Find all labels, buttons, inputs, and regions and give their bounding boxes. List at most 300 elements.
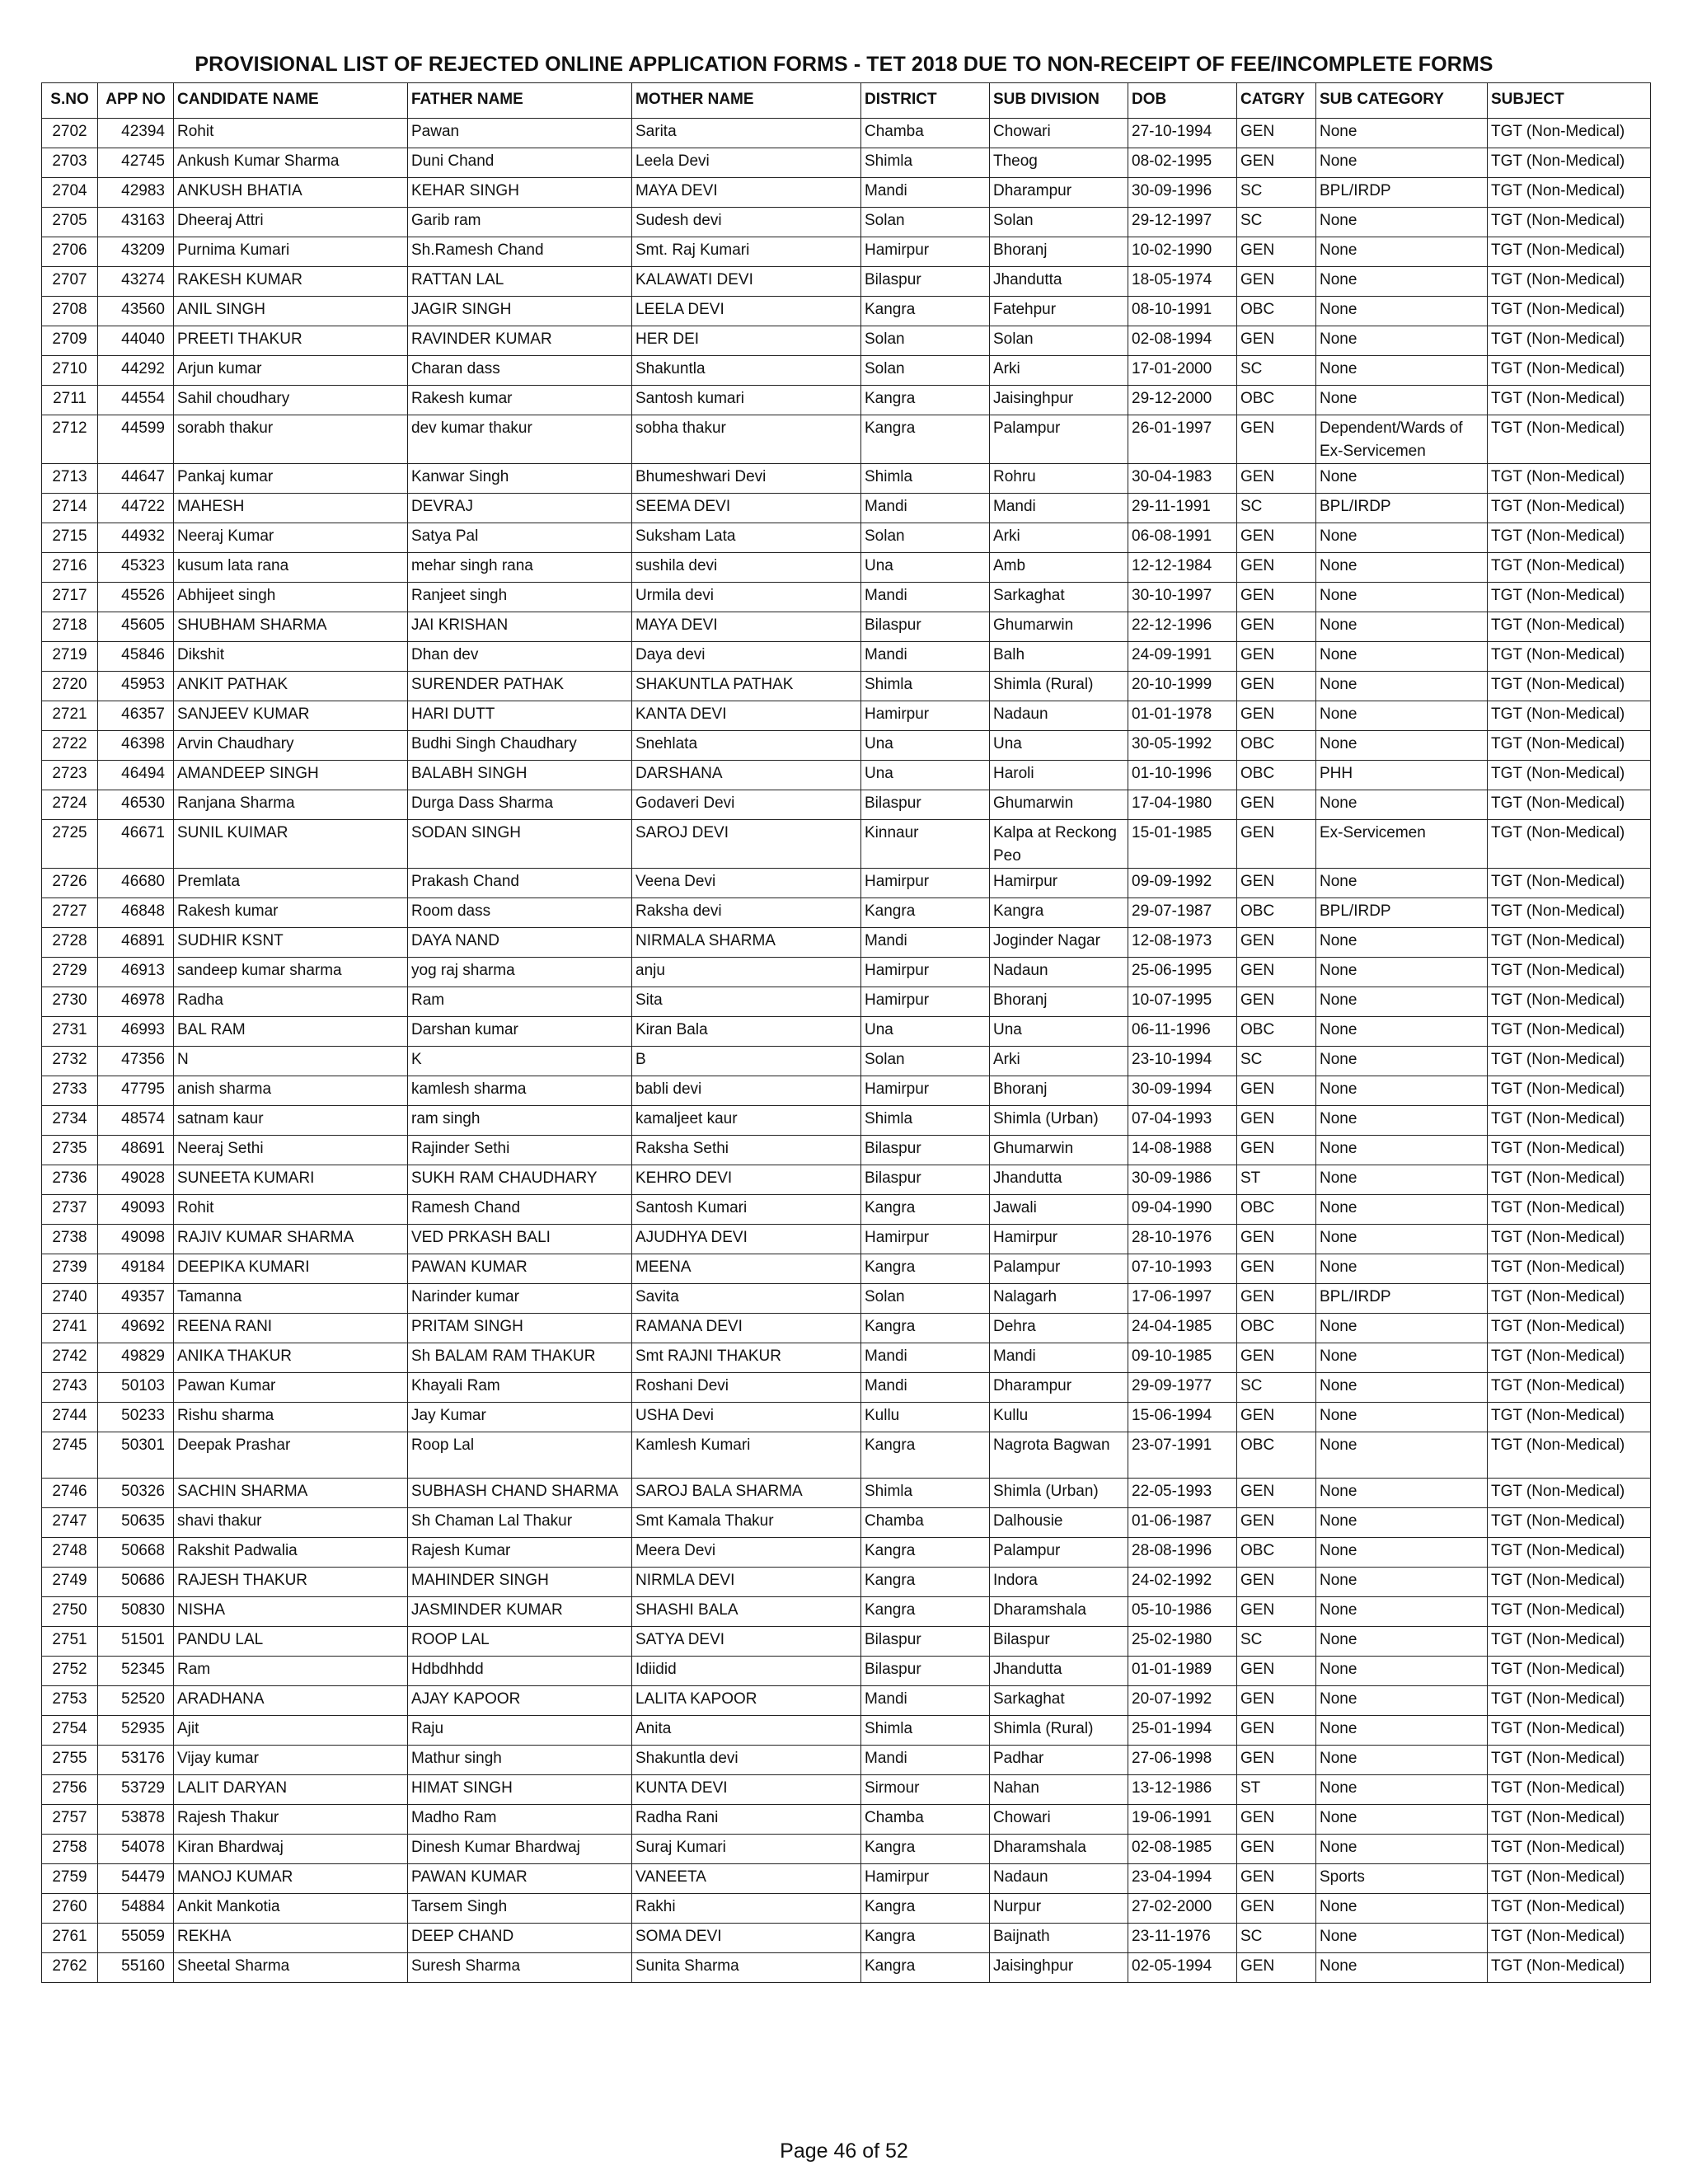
cell-father-name: mehar singh rana	[408, 553, 632, 583]
cell-mother-name: SATYA DEVI	[632, 1627, 861, 1657]
cell-sno: 2708	[42, 297, 98, 326]
cell-sub-division: Dalhousie	[990, 1508, 1128, 1538]
cell-mother-name: Sarita	[632, 119, 861, 148]
table-row	[42, 583, 1651, 612]
table-row	[42, 731, 1651, 761]
cell-app-no: 49692	[98, 1314, 174, 1343]
column-header-subject: SUBJECT	[1488, 83, 1651, 119]
cell-district: Una	[861, 1017, 990, 1047]
cell-mother-name: Suksham Lata	[632, 523, 861, 553]
cell-candidate-name: Rajesh Thakur	[174, 1805, 408, 1835]
cell-father-name: dev kumar thakur	[408, 415, 632, 464]
cell-mother-name: KALAWATI DEVI	[632, 267, 861, 297]
cell-sno: 2754	[42, 1716, 98, 1746]
cell-sub-division: Mandi	[990, 494, 1128, 523]
table-row	[42, 415, 1651, 464]
cell-app-no: 48574	[98, 1106, 174, 1136]
cell-dob: 27-06-1998	[1128, 1746, 1237, 1775]
cell-candidate-name: NISHA	[174, 1597, 408, 1627]
cell-sno: 2757	[42, 1805, 98, 1835]
cell-candidate-name: BAL RAM	[174, 1017, 408, 1047]
cell-sub-division: Ghumarwin	[990, 612, 1128, 642]
cell-sub-category: None	[1316, 1508, 1488, 1538]
cell-dob: 07-04-1993	[1128, 1106, 1237, 1136]
cell-father-name: Dinesh Kumar Bhardwaj	[408, 1835, 632, 1864]
cell-dob: 15-06-1994	[1128, 1403, 1237, 1432]
cell-district: Mandi	[861, 1746, 990, 1775]
cell-father-name: ram singh	[408, 1106, 632, 1136]
table-row	[42, 523, 1651, 553]
cell-mother-name: Sunita Sharma	[632, 1953, 861, 1983]
table-row	[42, 701, 1651, 731]
table-row	[42, 1106, 1651, 1136]
cell-district: Bilaspur	[861, 612, 990, 642]
cell-father-name: Garib ram	[408, 208, 632, 237]
cell-sub-division: Dharampur	[990, 178, 1128, 208]
cell-candidate-name: Dheeraj Attri	[174, 208, 408, 237]
cell-mother-name: Rakhi	[632, 1894, 861, 1924]
cell-sub-division: Mandi	[990, 1343, 1128, 1373]
cell-candidate-name: ANIL SINGH	[174, 297, 408, 326]
cell-category: GEN	[1237, 1864, 1316, 1894]
cell-sno: 2711	[42, 386, 98, 415]
cell-sub-division: Hamirpur	[990, 869, 1128, 898]
page-number: Page 46 of 52	[780, 2139, 908, 2163]
cell-app-no: 49829	[98, 1343, 174, 1373]
cell-mother-name: Smt RAJNI THAKUR	[632, 1343, 861, 1373]
cell-category: SC	[1237, 208, 1316, 237]
cell-candidate-name: SUNIL KUIMAR	[174, 820, 408, 869]
table-row	[42, 1254, 1651, 1284]
cell-dob: 12-08-1973	[1128, 928, 1237, 958]
cell-father-name: Budhi Singh Chaudhary	[408, 731, 632, 761]
cell-sno: 2728	[42, 928, 98, 958]
cell-subject: TGT (Non-Medical)	[1488, 464, 1651, 494]
cell-sub-division: Una	[990, 1017, 1128, 1047]
cell-candidate-name: Premlata	[174, 869, 408, 898]
cell-sub-category: None	[1316, 1106, 1488, 1136]
cell-subject: TGT (Non-Medical)	[1488, 1047, 1651, 1076]
cell-sno: 2720	[42, 672, 98, 701]
cell-mother-name: anju	[632, 958, 861, 987]
cell-sno: 2702	[42, 119, 98, 148]
cell-category: GEN	[1237, 1284, 1316, 1314]
table-row	[42, 267, 1651, 297]
cell-mother-name: Raksha Sethi	[632, 1136, 861, 1165]
cell-candidate-name: ANKUSH BHATIA	[174, 178, 408, 208]
cell-district: Kangra	[861, 1254, 990, 1284]
cell-mother-name: Suraj Kumari	[632, 1835, 861, 1864]
cell-sub-category: None	[1316, 1894, 1488, 1924]
cell-candidate-name: PANDU LAL	[174, 1627, 408, 1657]
cell-district: Shimla	[861, 1716, 990, 1746]
cell-category: GEN	[1237, 237, 1316, 267]
cell-sub-category: None	[1316, 1716, 1488, 1746]
cell-sno: 2751	[42, 1627, 98, 1657]
cell-mother-name: HER DEI	[632, 326, 861, 356]
cell-dob: 14-08-1988	[1128, 1136, 1237, 1165]
cell-sub-division: Haroli	[990, 761, 1128, 790]
cell-dob: 02-05-1994	[1128, 1953, 1237, 1983]
cell-subject: TGT (Non-Medical)	[1488, 1314, 1651, 1343]
cell-app-no: 44932	[98, 523, 174, 553]
cell-candidate-name: Rohit	[174, 1195, 408, 1225]
cell-father-name: SURENDER PATHAK	[408, 672, 632, 701]
table-row	[42, 1432, 1651, 1479]
cell-app-no: 47795	[98, 1076, 174, 1106]
cell-dob: 28-10-1976	[1128, 1225, 1237, 1254]
cell-category: GEN	[1237, 1953, 1316, 1983]
cell-sub-category: None	[1316, 1254, 1488, 1284]
cell-dob: 24-02-1992	[1128, 1568, 1237, 1597]
cell-sub-category: None	[1316, 790, 1488, 820]
cell-candidate-name: satnam kaur	[174, 1106, 408, 1136]
cell-app-no: 44040	[98, 326, 174, 356]
cell-app-no: 46978	[98, 987, 174, 1017]
cell-sub-category: None	[1316, 1627, 1488, 1657]
cell-candidate-name: Ankit Mankotia	[174, 1894, 408, 1924]
cell-father-name: Rakesh kumar	[408, 386, 632, 415]
cell-subject: TGT (Non-Medical)	[1488, 701, 1651, 731]
cell-dob: 02-08-1985	[1128, 1835, 1237, 1864]
cell-category: GEN	[1237, 1835, 1316, 1864]
cell-app-no: 46891	[98, 928, 174, 958]
cell-candidate-name: Sahil choudhary	[174, 386, 408, 415]
cell-dob: 09-10-1985	[1128, 1343, 1237, 1373]
cell-district: Mandi	[861, 1686, 990, 1716]
cell-subject: TGT (Non-Medical)	[1488, 869, 1651, 898]
cell-sub-category: None	[1316, 731, 1488, 761]
cell-category: GEN	[1237, 1657, 1316, 1686]
cell-father-name: PAWAN KUMAR	[408, 1254, 632, 1284]
cell-sno: 2761	[42, 1924, 98, 1953]
cell-sno: 2731	[42, 1017, 98, 1047]
cell-dob: 27-10-1994	[1128, 119, 1237, 148]
cell-category: GEN	[1237, 464, 1316, 494]
cell-app-no: 54078	[98, 1835, 174, 1864]
cell-category: GEN	[1237, 1805, 1316, 1835]
cell-father-name: Sh Chaman Lal Thakur	[408, 1508, 632, 1538]
cell-app-no: 52345	[98, 1657, 174, 1686]
cell-dob: 20-07-1992	[1128, 1686, 1237, 1716]
cell-mother-name: LALITA KAPOOR	[632, 1686, 861, 1716]
cell-mother-name: SHAKUNTLA PATHAK	[632, 672, 861, 701]
cell-subject: TGT (Non-Medical)	[1488, 1864, 1651, 1894]
cell-dob: 17-01-2000	[1128, 356, 1237, 386]
cell-category: GEN	[1237, 1076, 1316, 1106]
cell-father-name: Roop Lal	[408, 1432, 632, 1479]
cell-app-no: 50830	[98, 1597, 174, 1627]
cell-subject: TGT (Non-Medical)	[1488, 415, 1651, 464]
cell-mother-name: NIRMALA SHARMA	[632, 928, 861, 958]
cell-father-name: Madho Ram	[408, 1805, 632, 1835]
cell-sub-category: None	[1316, 1775, 1488, 1805]
cell-subject: TGT (Non-Medical)	[1488, 1924, 1651, 1953]
cell-mother-name: AJUDHYA DEVI	[632, 1225, 861, 1254]
cell-category: SC	[1237, 356, 1316, 386]
table-row	[42, 494, 1651, 523]
cell-sub-division: Shimla (Urban)	[990, 1479, 1128, 1508]
cell-dob: 09-04-1990	[1128, 1195, 1237, 1225]
cell-mother-name: Savita	[632, 1284, 861, 1314]
cell-sub-category: None	[1316, 1432, 1488, 1479]
cell-district: Kangra	[861, 1924, 990, 1953]
cell-candidate-name: Dikshit	[174, 642, 408, 672]
cell-district: Mandi	[861, 928, 990, 958]
cell-sub-category: None	[1316, 1195, 1488, 1225]
table-row	[42, 553, 1651, 583]
cell-subject: TGT (Non-Medical)	[1488, 790, 1651, 820]
cell-sno: 2740	[42, 1284, 98, 1314]
cell-district: Chamba	[861, 119, 990, 148]
cell-father-name: Ramesh Chand	[408, 1195, 632, 1225]
cell-subject: TGT (Non-Medical)	[1488, 987, 1651, 1017]
cell-sub-category: None	[1316, 1746, 1488, 1775]
table-row	[42, 1136, 1651, 1165]
cell-mother-name: babli devi	[632, 1076, 861, 1106]
table-row	[42, 761, 1651, 790]
cell-dob: 19-06-1991	[1128, 1805, 1237, 1835]
cell-sub-category: None	[1316, 297, 1488, 326]
cell-district: Sirmour	[861, 1775, 990, 1805]
cell-subject: TGT (Non-Medical)	[1488, 494, 1651, 523]
cell-district: Bilaspur	[861, 1165, 990, 1195]
cell-mother-name: Smt. Raj Kumari	[632, 237, 861, 267]
cell-sub-division: Palampur	[990, 1538, 1128, 1568]
cell-category: OBC	[1237, 731, 1316, 761]
cell-category: SC	[1237, 178, 1316, 208]
cell-app-no: 52520	[98, 1686, 174, 1716]
cell-sub-category: None	[1316, 1479, 1488, 1508]
cell-district: Mandi	[861, 494, 990, 523]
cell-app-no: 55059	[98, 1924, 174, 1953]
cell-district: Solan	[861, 1047, 990, 1076]
cell-category: GEN	[1237, 820, 1316, 869]
cell-sub-division: Bhoranj	[990, 1076, 1128, 1106]
cell-sub-division: Dharamshala	[990, 1835, 1128, 1864]
cell-candidate-name: Rakshit Padwalia	[174, 1538, 408, 1568]
cell-sno: 2715	[42, 523, 98, 553]
cell-sub-division: Dharampur	[990, 1373, 1128, 1403]
cell-father-name: Jay Kumar	[408, 1403, 632, 1432]
cell-candidate-name: N	[174, 1047, 408, 1076]
cell-district: Hamirpur	[861, 1864, 990, 1894]
cell-subject: TGT (Non-Medical)	[1488, 642, 1651, 672]
cell-category: GEN	[1237, 523, 1316, 553]
cell-sub-category: None	[1316, 326, 1488, 356]
cell-app-no: 46848	[98, 898, 174, 928]
table-row	[42, 642, 1651, 672]
cell-dob: 01-01-1989	[1128, 1657, 1237, 1686]
cell-category: GEN	[1237, 1343, 1316, 1373]
cell-mother-name: Shakuntla	[632, 356, 861, 386]
cell-father-name: Durga Dass Sharma	[408, 790, 632, 820]
cell-sno: 2710	[42, 356, 98, 386]
cell-mother-name: SAROJ DEVI	[632, 820, 861, 869]
cell-sub-division: Dharamshala	[990, 1597, 1128, 1627]
cell-dob: 23-10-1994	[1128, 1047, 1237, 1076]
cell-app-no: 44554	[98, 386, 174, 415]
column-header-category: CATGRY	[1237, 83, 1316, 119]
cell-app-no: 52935	[98, 1716, 174, 1746]
cell-mother-name: sobha thakur	[632, 415, 861, 464]
table-row	[42, 1568, 1651, 1597]
cell-candidate-name: Pankaj kumar	[174, 464, 408, 494]
cell-sub-category: None	[1316, 1403, 1488, 1432]
cell-subject: TGT (Non-Medical)	[1488, 178, 1651, 208]
cell-sub-category: None	[1316, 1136, 1488, 1165]
cell-mother-name: Snehlata	[632, 731, 861, 761]
cell-category: GEN	[1237, 148, 1316, 178]
cell-father-name: ROOP LAL	[408, 1627, 632, 1657]
cell-candidate-name: ANIKA THAKUR	[174, 1343, 408, 1373]
cell-sub-division: Rohru	[990, 464, 1128, 494]
cell-sub-division: Solan	[990, 208, 1128, 237]
cell-father-name: SODAN SINGH	[408, 820, 632, 869]
column-header-sub-category: SUB CATEGORY	[1316, 83, 1488, 119]
cell-sub-division: Nadaun	[990, 701, 1128, 731]
cell-district: Bilaspur	[861, 267, 990, 297]
cell-candidate-name: Radha	[174, 987, 408, 1017]
table-row	[42, 898, 1651, 928]
cell-app-no: 54884	[98, 1894, 174, 1924]
cell-candidate-name: Ankush Kumar Sharma	[174, 148, 408, 178]
cell-category: GEN	[1237, 1508, 1316, 1538]
cell-district: Hamirpur	[861, 869, 990, 898]
table-header-row	[42, 83, 1651, 119]
cell-candidate-name: Ajit	[174, 1716, 408, 1746]
table-row	[42, 1225, 1651, 1254]
cell-sub-division: Joginder Nagar	[990, 928, 1128, 958]
table-row	[42, 119, 1651, 148]
cell-category: SC	[1237, 1924, 1316, 1953]
cell-district: Solan	[861, 1284, 990, 1314]
cell-district: Shimla	[861, 672, 990, 701]
cell-sub-division: Ghumarwin	[990, 790, 1128, 820]
cell-sub-category: None	[1316, 356, 1488, 386]
cell-sno: 2755	[42, 1746, 98, 1775]
cell-category: GEN	[1237, 987, 1316, 1017]
cell-subject: TGT (Non-Medical)	[1488, 928, 1651, 958]
cell-mother-name: LEELA DEVI	[632, 297, 861, 326]
cell-father-name: yog raj sharma	[408, 958, 632, 987]
cell-subject: TGT (Non-Medical)	[1488, 208, 1651, 237]
cell-district: Solan	[861, 356, 990, 386]
cell-subject: TGT (Non-Medical)	[1488, 553, 1651, 583]
cell-subject: TGT (Non-Medical)	[1488, 1568, 1651, 1597]
cell-category: GEN	[1237, 1686, 1316, 1716]
cell-candidate-name: shavi thakur	[174, 1508, 408, 1538]
cell-mother-name: MAYA DEVI	[632, 178, 861, 208]
cell-sno: 2707	[42, 267, 98, 297]
cell-sub-category: None	[1316, 1953, 1488, 1983]
cell-district: Shimla	[861, 464, 990, 494]
cell-district: Bilaspur	[861, 1136, 990, 1165]
cell-district: Hamirpur	[861, 958, 990, 987]
table-row	[42, 928, 1651, 958]
cell-subject: TGT (Non-Medical)	[1488, 1076, 1651, 1106]
cell-candidate-name: Abhijeet singh	[174, 583, 408, 612]
cell-candidate-name: SUNEETA KUMARI	[174, 1165, 408, 1195]
cell-candidate-name: Vijay kumar	[174, 1746, 408, 1775]
table-row	[42, 1403, 1651, 1432]
cell-sub-category: None	[1316, 1017, 1488, 1047]
cell-app-no: 50103	[98, 1373, 174, 1403]
cell-sno: 2705	[42, 208, 98, 237]
cell-candidate-name: Rakesh kumar	[174, 898, 408, 928]
cell-sno: 2749	[42, 1568, 98, 1597]
cell-father-name: Rajesh Kumar	[408, 1538, 632, 1568]
cell-sub-category: None	[1316, 1314, 1488, 1343]
cell-subject: TGT (Non-Medical)	[1488, 612, 1651, 642]
cell-father-name: Raju	[408, 1716, 632, 1746]
cell-district: Hamirpur	[861, 237, 990, 267]
cell-dob: 29-07-1987	[1128, 898, 1237, 928]
cell-category: OBC	[1237, 898, 1316, 928]
cell-category: GEN	[1237, 1403, 1316, 1432]
cell-father-name: JASMINDER KUMAR	[408, 1597, 632, 1627]
cell-sno: 2758	[42, 1835, 98, 1864]
cell-dob: 06-08-1991	[1128, 523, 1237, 553]
cell-category: OBC	[1237, 1432, 1316, 1479]
cell-candidate-name: Sheetal Sharma	[174, 1953, 408, 1983]
table-row	[42, 1775, 1651, 1805]
cell-sub-category: None	[1316, 148, 1488, 178]
cell-category: GEN	[1237, 928, 1316, 958]
cell-mother-name: SHASHI BALA	[632, 1597, 861, 1627]
cell-sub-division: Arki	[990, 1047, 1128, 1076]
cell-father-name: K	[408, 1047, 632, 1076]
cell-sub-division: Dehra	[990, 1314, 1128, 1343]
column-header-mother-name: MOTHER NAME	[632, 83, 861, 119]
cell-subject: TGT (Non-Medical)	[1488, 1627, 1651, 1657]
cell-district: Chamba	[861, 1508, 990, 1538]
cell-candidate-name: Kiran Bhardwaj	[174, 1835, 408, 1864]
cell-sub-division: Nalagarh	[990, 1284, 1128, 1314]
table-row	[42, 869, 1651, 898]
column-header-dob: DOB	[1128, 83, 1237, 119]
cell-app-no: 53878	[98, 1805, 174, 1835]
cell-sub-division: Indora	[990, 1568, 1128, 1597]
cell-app-no: 46398	[98, 731, 174, 761]
cell-category: GEN	[1237, 583, 1316, 612]
cell-district: Kangra	[861, 1432, 990, 1479]
table-row	[42, 1924, 1651, 1953]
cell-subject: TGT (Non-Medical)	[1488, 1508, 1651, 1538]
cell-sub-category: None	[1316, 1835, 1488, 1864]
cell-father-name: HIMAT SINGH	[408, 1775, 632, 1805]
table-row	[42, 1894, 1651, 1924]
cell-dob: 01-01-1978	[1128, 701, 1237, 731]
cell-app-no: 50233	[98, 1403, 174, 1432]
cell-mother-name: KANTA DEVI	[632, 701, 861, 731]
cell-dob: 30-09-1996	[1128, 178, 1237, 208]
cell-sub-division: Sarkaghat	[990, 1686, 1128, 1716]
cell-father-name: Pawan	[408, 119, 632, 148]
cell-dob: 22-05-1993	[1128, 1479, 1237, 1508]
cell-candidate-name: RAKESH KUMAR	[174, 267, 408, 297]
cell-district: Una	[861, 761, 990, 790]
cell-category: GEN	[1237, 701, 1316, 731]
cell-sub-division: Shimla (Rural)	[990, 1716, 1128, 1746]
cell-category: GEN	[1237, 326, 1316, 356]
cell-dob: 02-08-1994	[1128, 326, 1237, 356]
cell-sub-category: PHH	[1316, 761, 1488, 790]
cell-father-name: Sh BALAM RAM THAKUR	[408, 1343, 632, 1373]
cell-app-no: 49098	[98, 1225, 174, 1254]
cell-sub-category: BPL/IRDP	[1316, 1284, 1488, 1314]
table-row	[42, 1343, 1651, 1373]
